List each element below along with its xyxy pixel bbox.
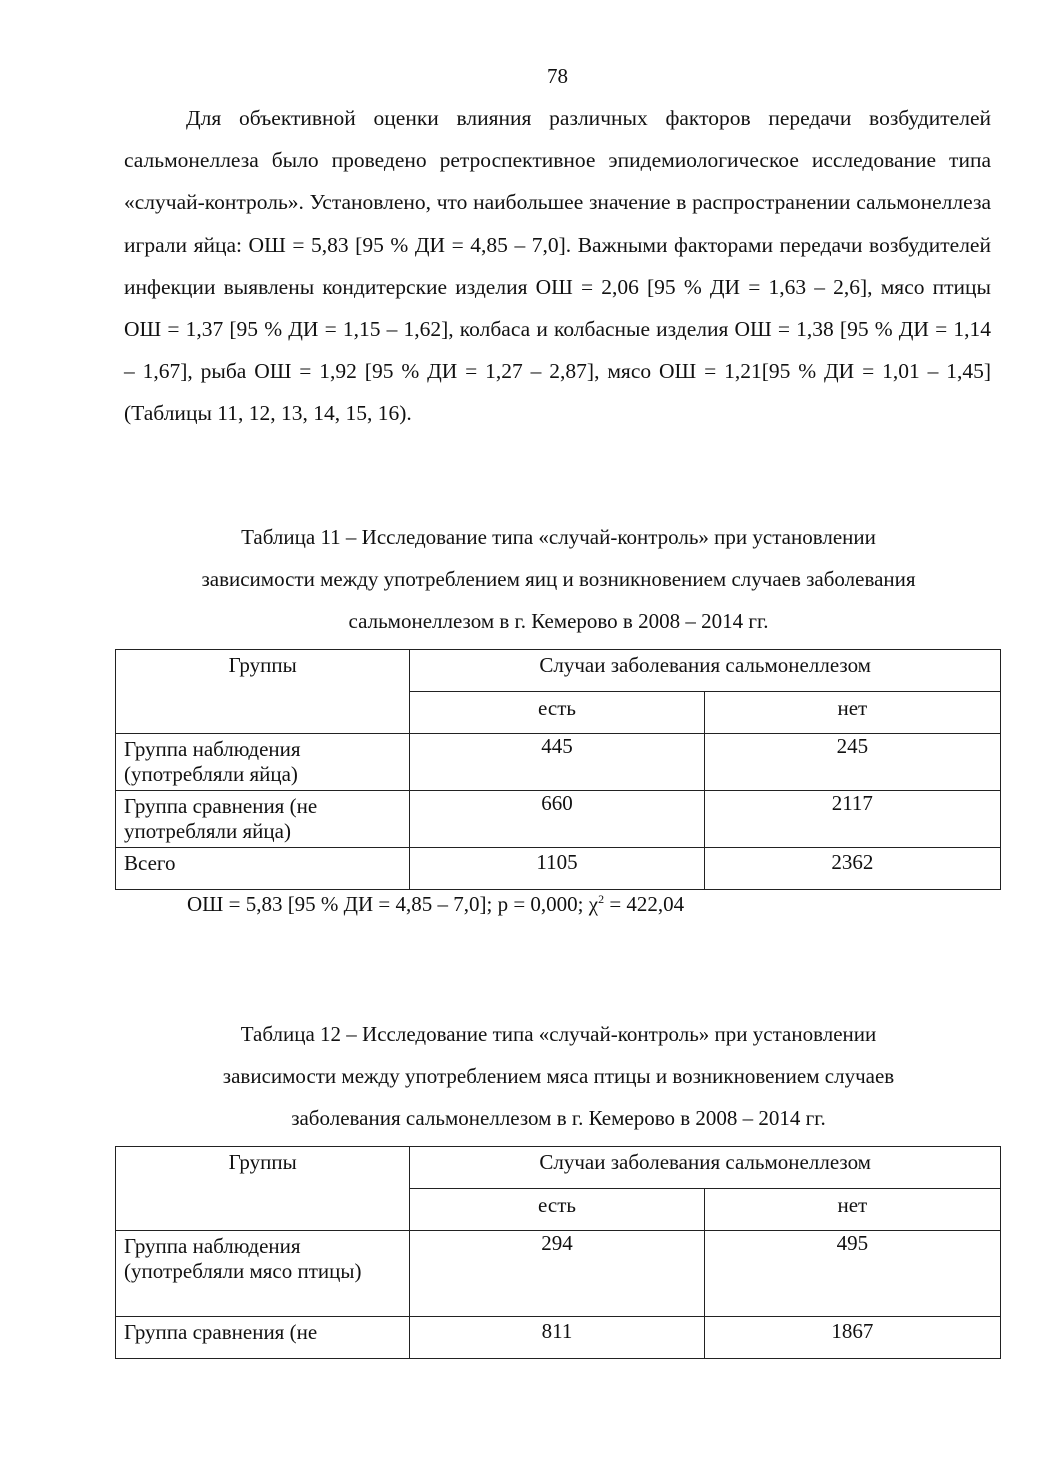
table-row [116, 848, 1001, 890]
row-label: Всего [116, 848, 410, 890]
page-number: 78 [547, 64, 568, 88]
table11-caption-line: Таблица 11 – Исследование типа «случай-контроль» при установлении [241, 525, 876, 549]
cell-no: 1867 [704, 1317, 1000, 1359]
header-yes: есть [410, 1189, 704, 1231]
cell-no: 495 [704, 1231, 1000, 1317]
row-label: Группа наблюдения (употребляли мясо птицы) [116, 1231, 410, 1317]
cell-no: 245 [704, 734, 1000, 791]
stat-text: ОШ = 5,83 [95 % ДИ = 4,85 – 7,0]; р = 0,000; χ [187, 892, 599, 916]
table12-caption [116, 1013, 1001, 1139]
header-cases: Случаи заболевания сальмонеллезом [410, 650, 1001, 692]
table11 [115, 649, 1001, 890]
header-groups: Группы [116, 1147, 410, 1231]
table-row [116, 1317, 1001, 1359]
row-label: Группа наблюдения (употребляли яйца) [116, 734, 410, 791]
cell-yes: 660 [410, 791, 704, 848]
header-groups: Группы [116, 650, 410, 734]
cell-no: 2362 [704, 848, 1000, 890]
table12-caption-line: зависимости между употреблением мяса птицы и возникновением случаев [222, 1064, 895, 1088]
table11-statistics [187, 892, 684, 917]
header-no: нет [704, 1189, 1000, 1231]
header-cases: Случаи заболевания сальмонеллезом [410, 1147, 1001, 1189]
cell-yes: 294 [410, 1231, 704, 1317]
cell-yes: 1105 [410, 848, 704, 890]
stat-superscript: 2 [598, 892, 605, 906]
table-row [116, 791, 1001, 848]
paragraph-text: Для объективной оценки влияния различных факторов передачи возбудителей сальмонеллеза было проведено ретроспективное эпидемиологическое исследование типа «случай-контроль». Установлено, что наибольшее значение в распространении сальмонеллеза играли яйца: ОШ = 5,83 [95 % ДИ = 4,85 – 7,0]. Важными факторами передачи возбудителей инфекции выявлены кондитерские изделия ОШ = 2,06 [95 % ДИ = 1,63 – 2,6], мясо птицы ОШ = 1,37 [95 % ДИ = 1,15 – 1,62], колбаса и колбасные изделия ОШ = 1,38 [95 % ДИ = 1,14 – 1,67], рыба ОШ = 1,92 [95 % ДИ = 1,27 – 2,87], мясо ОШ = 1,21[95 % ДИ = 1,01 – 1,45] (Таблицы 11, 12, 13, 14, 15, 16). [124, 106, 991, 426]
table11-caption-line: зависимости между употреблением яиц и возникновением случаев заболевания [201, 567, 916, 591]
table-row [116, 1231, 1001, 1317]
table12-caption-line: Таблица 12 – Исследование типа «случай-контроль» при установлении [240, 1022, 877, 1046]
body-paragraph [124, 97, 991, 435]
cell-yes: 445 [410, 734, 704, 791]
header-yes: есть [410, 692, 704, 734]
table11-caption [116, 516, 1001, 642]
table-row [116, 734, 1001, 791]
cell-no: 2117 [704, 791, 1000, 848]
table12 [115, 1146, 1001, 1359]
table12-caption-line: заболевания сальмонеллезом в г. Кемерово в 2008 – 2014 гг. [291, 1106, 826, 1130]
stat-tail: = 422,04 [604, 892, 685, 916]
cell-yes: 811 [410, 1317, 704, 1359]
table11-caption-line: сальмонеллезом в г. Кемерово в 2008 – 2014 гг. [348, 609, 769, 633]
row-label: Группа сравнения (не употребляли яйца) [116, 791, 410, 848]
header-no: нет [704, 692, 1000, 734]
row-label: Группа сравнения (не [116, 1317, 410, 1359]
